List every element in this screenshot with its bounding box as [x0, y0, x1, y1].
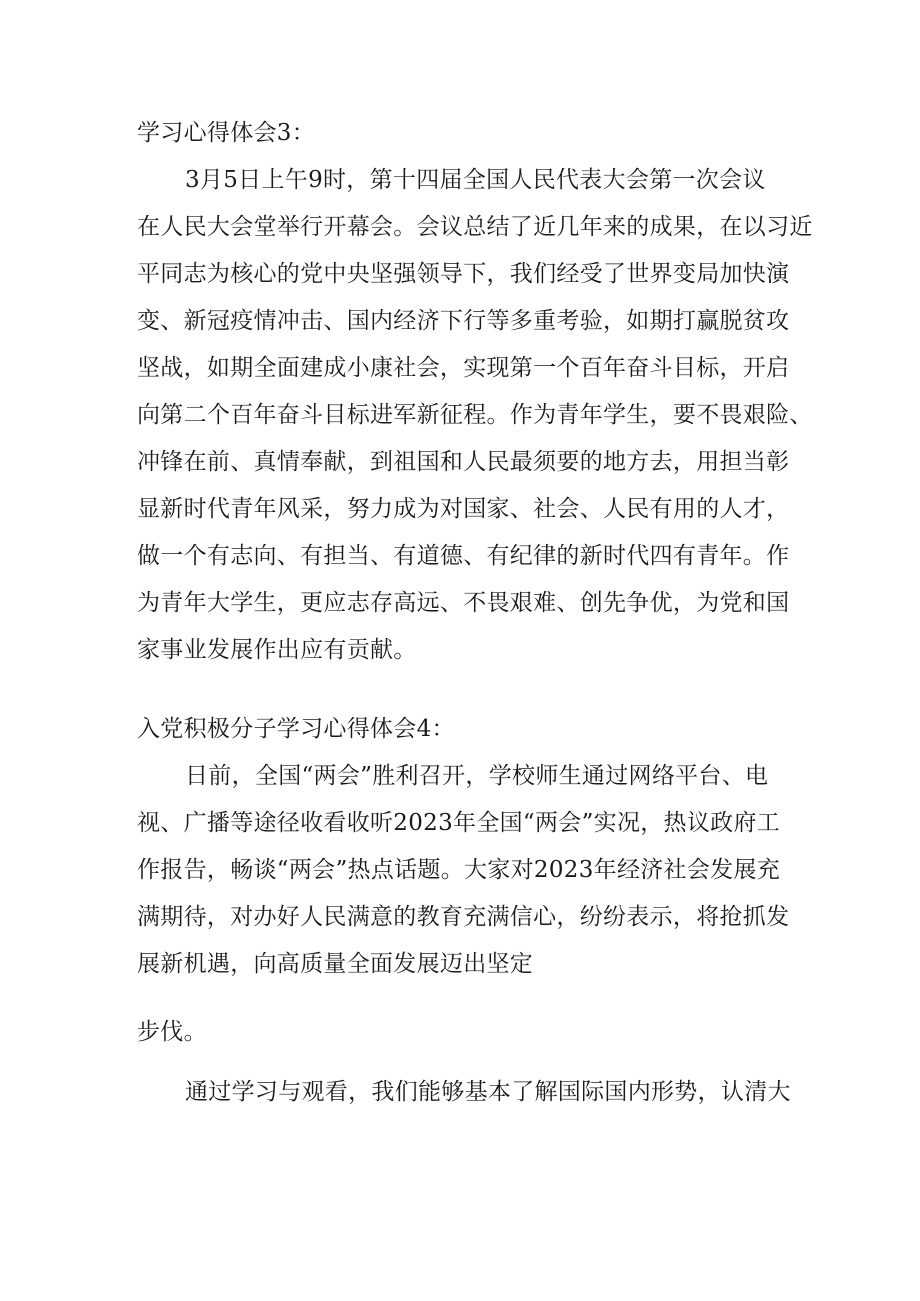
text-line: 向第二个百年奋斗目标进军新征程。作为青年学生，要不畏艰险、 [137, 402, 813, 428]
text-line: 变、新冠疫情冲击、国内经济下行等多重考验，如期打赢脱贫攻 [137, 308, 790, 334]
text-line: 坚战，如期全面建成小康社会，实现第一个百年奋斗目标，开启 [137, 355, 790, 381]
section-heading-4: 入党积极分子学习心得体会4： [137, 716, 455, 742]
text-line: 为青年大学生，更应志存高远、不畏艰难、创先争优，为党和国 [137, 590, 790, 616]
text-line: 显新时代青年风采，努力成为对国家、社会、人民有用的人才， [137, 496, 790, 522]
text-line: 满期待，对办好人民满意的教育充满信心，纷纷表示，将抢抓发 [137, 904, 790, 930]
text-line: 日前，全国“两会”胜利召开，学校师生通过网络平台、电 [185, 763, 769, 789]
text-line: 家事业发展作出应有贡献。 [137, 637, 417, 663]
text-line: 冲锋在前、真情奉献，到祖国和人民最须要的地方去，用担当彰 [137, 449, 790, 475]
text-line: 做一个有志向、有担当、有道德、有纪律的新时代四有青年。作 [137, 543, 790, 569]
text-line: 作报告，畅谈“两会”热点话题。大家对2023年经济社会发展充 [137, 857, 781, 883]
text-line: 在人民大会堂举行开幕会。会议总结了近几年来的成果，在以习近 [137, 214, 813, 240]
section-heading-3: 学习心得体会3： [137, 120, 316, 146]
text-line: 视、广播等途径收看收听2023年全国“两会”实况，热议政府工 [137, 810, 781, 836]
text-line: 步伐。 [137, 1019, 207, 1045]
text-line: 通过学习与观看，我们能够基本了解国际国内形势，认清大 [185, 1079, 791, 1105]
text-line: 3月5日上午9时，第十四届全国人民代表大会第一次会议 [185, 167, 766, 193]
text-line: 展新机遇，向高质量全面发展迈出坚定 [137, 951, 534, 977]
text-line: 平同志为核心的党中央坚强领导下，我们经受了世界变局加快演 [137, 261, 790, 287]
